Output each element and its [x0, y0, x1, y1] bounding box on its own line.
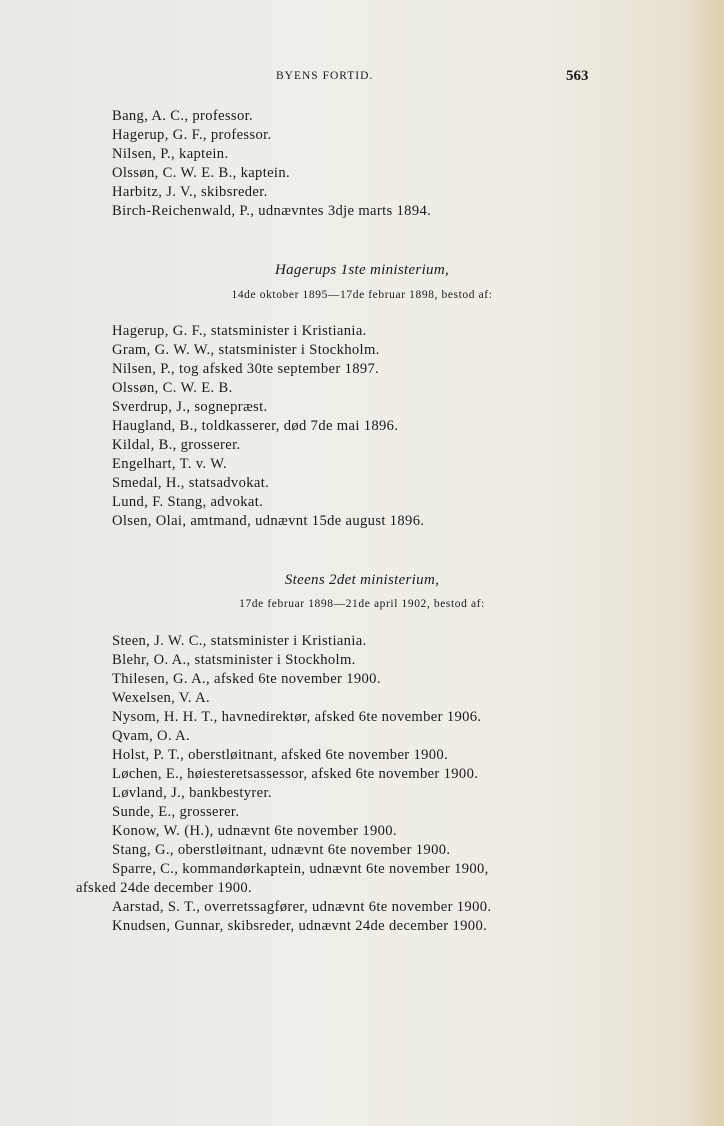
list-item: Knudsen, Gunnar, skibsreder, udnævnt 24de december 1900. [112, 918, 488, 934]
list-item: Steen, J. W. C., statsminister i Kristiania. [112, 633, 367, 649]
list-item: Holst, P. T., oberstløitnant, afsked 6te november 1900. [112, 747, 449, 763]
page-edge-shading [684, 0, 724, 1126]
list-item: Qvam, O. A. [112, 728, 191, 744]
list-item: Engelhart, T. v. W. [112, 456, 228, 472]
list-item: Olssøn, C. W. E. B., kaptein. [112, 165, 290, 181]
list-item: Wexelsen, V. A. [112, 690, 210, 706]
list-item: Olssøn, C. W. E. B. [112, 380, 233, 396]
list-item: Nilsen, P., kaptein. [112, 146, 229, 162]
list-item: Harbitz, J. V., skibsreder. [112, 184, 268, 200]
section-title: Hagerups 1ste ministerium, [274, 262, 450, 278]
page-number: 563 [566, 68, 589, 84]
page-header [0, 68, 724, 88]
list-item: Sverdrup, J., sognepræst. [112, 399, 268, 415]
list-item: Blehr, O. A., statsminister i Stockholm. [112, 652, 356, 668]
section-title: Steens 2det ministerium, [284, 572, 440, 588]
list-item: Bang, A. C., professor. [112, 108, 254, 124]
section-subtitle: 17de februar 1898—21de april 1902, bestod af: [239, 598, 485, 610]
list-item: Gram, G. W. W., statsminister i Stockholm. [112, 342, 380, 358]
list-item: Konow, W. (H.), udnævnt 6te november 1900. [112, 823, 397, 839]
list-item: Olsen, Olai, amtmand, udnævnt 15de august 1896. [112, 513, 425, 529]
list-item: Haugland, B., toldkasserer, død 7de mai 1896. [112, 418, 399, 434]
list-item: Thilesen, G. A., afsked 6te november 1900. [112, 671, 381, 687]
list-item: Lund, F. Stang, advokat. [112, 494, 264, 510]
list-item: Nilsen, P., tog afsked 30te september 1897. [112, 361, 380, 377]
list-item: Løvland, J., bankbestyrer. [112, 785, 272, 801]
list-item-continuation: afsked 24de december 1900. [76, 880, 253, 896]
list-item: Nysom, H. H. T., havnedirektør, afsked 6te november 1906. [112, 709, 482, 725]
list-item: Aarstad, S. T., overretssagfører, udnævnt 6te november 1900. [112, 899, 492, 915]
list-item: Hagerup, G. F., statsminister i Kristiania. [112, 323, 367, 339]
list-item: Birch-Reichenwald, P., udnævntes 3dje marts 1894. [112, 203, 432, 219]
list-item: Stang, G., oberstløitnant, udnævnt 6te november 1900. [112, 842, 451, 858]
running-title: BYENS FORTID. [276, 70, 374, 82]
list-item: Løchen, E., høiesteretsassessor, afsked 6te november 1900. [112, 766, 479, 782]
list-item: Sparre, C., kommandørkaptein, udnævnt 6te november 1900, [112, 861, 489, 877]
section-subtitle: 14de oktober 1895—17de februar 1898, bestod af: [231, 289, 493, 301]
list-item: Kildal, B., grosserer. [112, 437, 241, 453]
list-item: Sunde, E., grosserer. [112, 804, 240, 820]
list-item: Hagerup, G. F., professor. [112, 127, 272, 143]
list-item: Smedal, H., statsadvokat. [112, 475, 270, 491]
